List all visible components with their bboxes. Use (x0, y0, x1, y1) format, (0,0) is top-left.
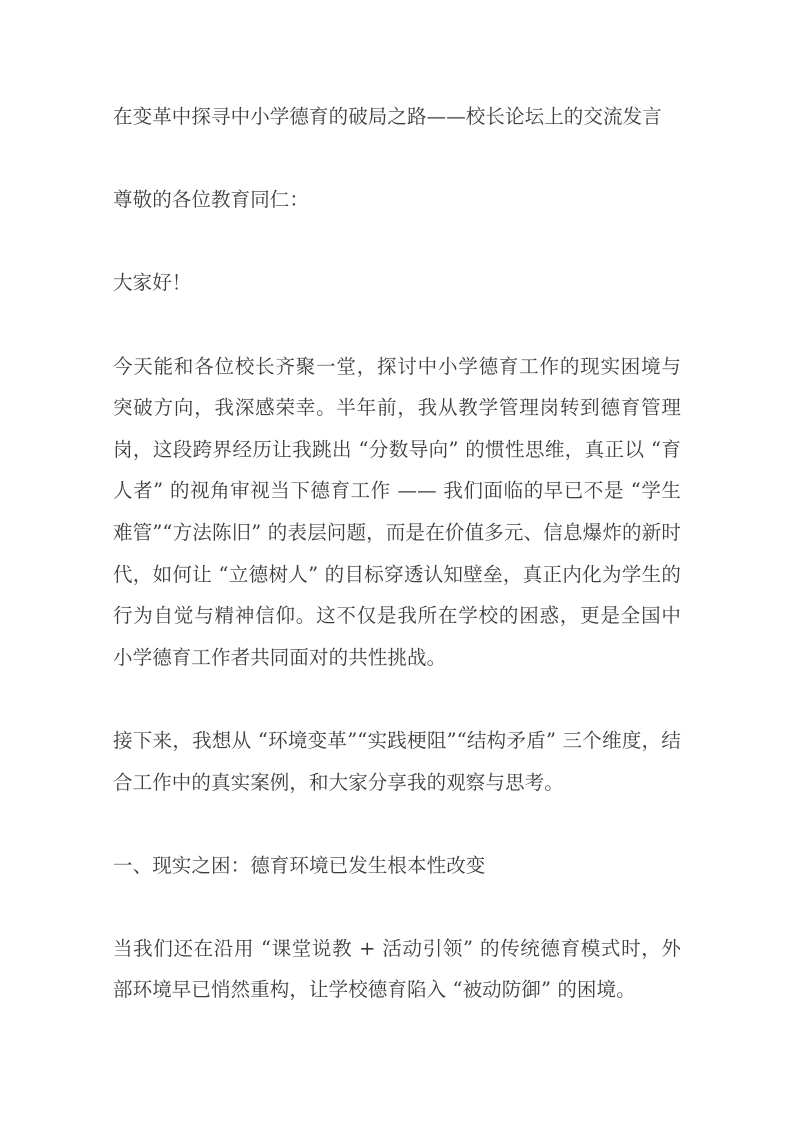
opening-paragraph: 今天能和各位校长齐聚一堂，探讨中小学德育工作的现实困境与突破方向，我深感荣幸。半年前，我从教学管理岗转到德育管理岗，这段跨界经历让我跳出 “分数导向” 的惯性思维，真正以 “育人者” 的视角审视当下德育工作 —— 我们面临的早已不是 “学生难管”“方法陈旧” 的表层问题，而是在价值多元、信息爆炸的新时代，如何让 “立德树人” 的目标穿透认知壁垒，真正内化为学生的行为自觉与精神信仰。这不仅是我所在学校的困惑，更是全国中小学德育工作者共同面对的共性挑战。 (113, 354, 681, 669)
document-text-column (113, 96, 681, 1011)
section-1-paragraph-1: 当我们还在沿用 “课堂说教 + 活动引领” 的传统德育模式时，外部环境早已悄然重构，让学校德育陷入 “被动防御” 的困境。 (113, 936, 681, 1002)
section-heading-1: 一、现实之困：德育环境已发生根本性改变 (113, 853, 486, 877)
salutation-line: 尊敬的各位教育同仁： (113, 188, 310, 212)
greeting-line: 大家好！ (113, 271, 192, 295)
outline-paragraph: 接下来，我想从 “环境变革”“实践梗阻”“结构矛盾” 三个维度，结合工作中的真实案例，和大家分享我的观察与思考。 (113, 728, 681, 794)
document-title: 在变革中探寻中小学德育的破局之路——校长论坛上的交流发言 (113, 105, 662, 128)
